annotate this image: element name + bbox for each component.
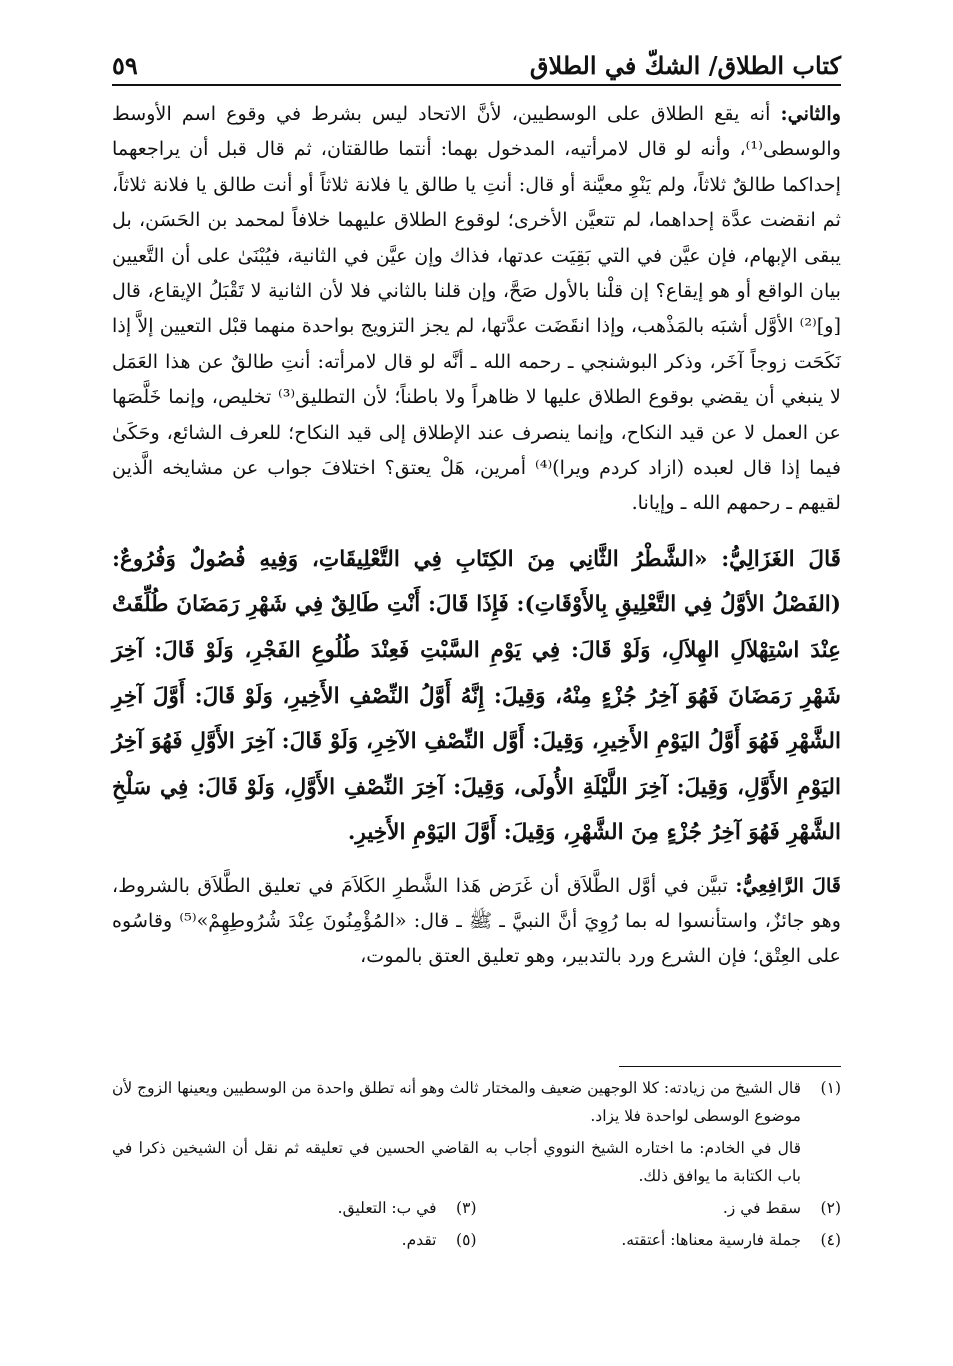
footnote-separator: [619, 1066, 841, 1067]
footnote-row: [112, 1226, 841, 1254]
footnote-row: [112, 1194, 841, 1222]
footnote-text: سقط في ز.: [722, 1199, 801, 1217]
footnote-1: [112, 1074, 841, 1130]
running-title: كتاب الطلاق/ الشكّ في الطلاق: [529, 51, 841, 80]
footnote-2: [477, 1194, 842, 1222]
paragraph-text: أنه يقع الطلاق على الوسطيين، لأنَّ الاتحاد ليس بشرط في وقوع اسم الأوسط والوسطى⁽¹⁾، وأنه لو قال لامرأتيه، المدخول بهما: أنتما طالقتان، ثم قال قبل أن يراجعهما إحداكما طالقٌ ثلاثاً، ولم يَنْوِ معيَّنة أو قال: أنتِ يا طالق يا فلانة ثلاثاً أو أنت طالق يا فلانة ثلاثاً، ثم انقضت عدَّة إحداهما، لم تتعيَّن الأخرى؛ لوقوع الطلاق عليهما خلافاً لمحمد بن الحَسَن، بل يبقى الإبهام، فإن عيَّن في التي بَقِيَت عدتها، فذاك وإن عيَّن في الثانية، فيُبْنَىٰ على أن التَّعيين بيان الواقع أو هو إيقاع؟ إن قلْنا بالأول صَحَّ، وإن قلنا بالثاني فلا لأن الثانية لا تَقْبَلُ الإيقاع، قال [و]⁽²⁾ الأوَّل أشبَه بالمَذْهب، وإذا انقَضَت عدَّتها، لم يجز التزويج بواحدة منهما قبْل التعيين إلاَّ إذا نَكَحَت زوجاً آخَر، وذكر البوشنجي ـ رحمه الله ـ أنَّه لو قال لامرأته: أنتِ طالقٌ عن هذا العَمَل لا ينبغي أن يقضي بوقوع الطلاق عليها لا ظاهراً ولا باطناً؛ لأن التطليق⁽³⁾ تخليص، وإنما خَلَّصَها عن العمل لا عن قيد النكاح، وإنما ينصرف عند الإطلاق إلى قيد النكاح؛ للعرف الشائع، وحَكَىٰ فيما إذا قال لعبده (ازاد كردم ويرا)⁽⁴⁾ أمرين، هَلْ يعتق؟ اختلافَ جواب عن مشايخه الَّذين لقيهم ـ رحمهم الله ـ وإيانا.: [112, 102, 841, 515]
page-number: ٥٩: [112, 51, 138, 80]
footnote-number: (٢): [820, 1199, 841, 1217]
speaker-label: والثاني:: [780, 102, 841, 125]
footnote-text: تقدم.: [401, 1231, 437, 1249]
footnote-text: قال في الخادم: ما اختاره الشيخ النووي أجاب به القاضي الحسين في تعليقه ثم نقل أن الشيخين ذكرا في باب الكتابة ما يوافق ذلك.: [112, 1139, 801, 1185]
paragraph-3: [112, 868, 841, 973]
footnote-text: في ب: التعليق.: [337, 1199, 437, 1217]
footnote-number: (٤): [820, 1231, 841, 1249]
footnotes: [112, 1074, 841, 1254]
footnote-number: (٣): [456, 1199, 477, 1217]
main-text: [112, 96, 841, 973]
paragraph-text: تبيَّن في أوَّل الطَّلاَق أن غَرَض هَذا الشَّطرِ الكَلاَمَ في تعليق الطَّلاَق بالشروط، وهو جائزٌ، واستأنسوا له بما رُوِيَ أنَّ النبيَّ ـ ﷺ ـ قال: «المُؤْمِنُونَ عِنْدَ شُرُوطِهِمْ»⁽⁵⁾ وقاسُوه على العِتْق؛ فإن الشرع ورد بالتدبير، وهو تعليق العتق بالموت،: [112, 874, 842, 968]
footnote-text: جملة فارسية معناها: أعتقته.: [621, 1231, 801, 1249]
footnote-4: [477, 1226, 842, 1254]
footnote-number: (٥): [456, 1231, 477, 1249]
footnote-3: [112, 1194, 477, 1222]
footnote-number: (١): [820, 1079, 841, 1097]
speaker-label: قَالَ الرَّافِعِيُّ:: [735, 874, 841, 898]
page-header: [112, 30, 841, 86]
paragraph-1: [112, 96, 841, 521]
footnote-1-continuation: [112, 1134, 841, 1190]
quoted-passage: قَالَ الغَزَالِيُّ: «الشَّطْرُ الثَّانِي مِنَ الكِتَابِ فِي التَّعْلِيقَاتِ، وَفِيهِ فُصُولٌ وَفُرُوعٌ: (الفَصْلُ الأوَّلُ فِي التَّعْلِيقِ بِالأَوْقَاتِ): فَإِذَا قَالَ: أَنْتِ طَالِقٌ فِي شَهْرِ رَمَضَانَ طُلِّقَتْ عِنْدَ اسْتِهْلاَلِ الهِلاَلِ، وَلَوْ قَالَ: فِي يَوْمِ السَّبْتِ فَعِنْدَ طُلُوعِ الفَجْرِ، وَلَوْ قَالَ: آخِرَ شَهْرِ رَمَضَانَ فَهُوَ آخِرُ جُزْءٍ مِنْهُ، وَقِيلَ: إِنَّهُ أَوَّلُ النِّصْفِ الأَخِيرِ، وَلَوْ قَالَ: أَوَّلَ آخِرِ الشَّهْرِ فَهُوَ أَوَّلُ اليَوْمِ الأَخِيرِ، وَقِيلَ: أَوَّل النِّصْفِ الآخِرِ، وَلَوْ قَالَ: آخِرَ الأَوَّلِ فَهُوَ آخِرُ اليَوْمِ الأَوَّلِ، وَقِيلَ: آخِرَ اللَّيْلَةِ الأُولَى، وَقِيلَ: آخِرَ النِّصْفِ الأَوَّلِ، وَلَوْ قَالَ: فِي سَلْخِ الشَّهْرِ فَهُوَ آخِرُ جُزْءٍ مِنَ الشَّهْرِ، وَقِيلَ: أَوَّلَ اليَوْمِ الأَخِيرِ.: [112, 546, 841, 846]
footnote-text: قال الشيخ من زيادته: كلا الوجهين ضعيف والمختار ثالث وهو أنه تطلق واحدة من الوسطيين ويعينها الزوج لأن موضوع الوسطى لواحدة فلا يزاد.: [112, 1079, 801, 1125]
footnote-5: [112, 1226, 477, 1254]
